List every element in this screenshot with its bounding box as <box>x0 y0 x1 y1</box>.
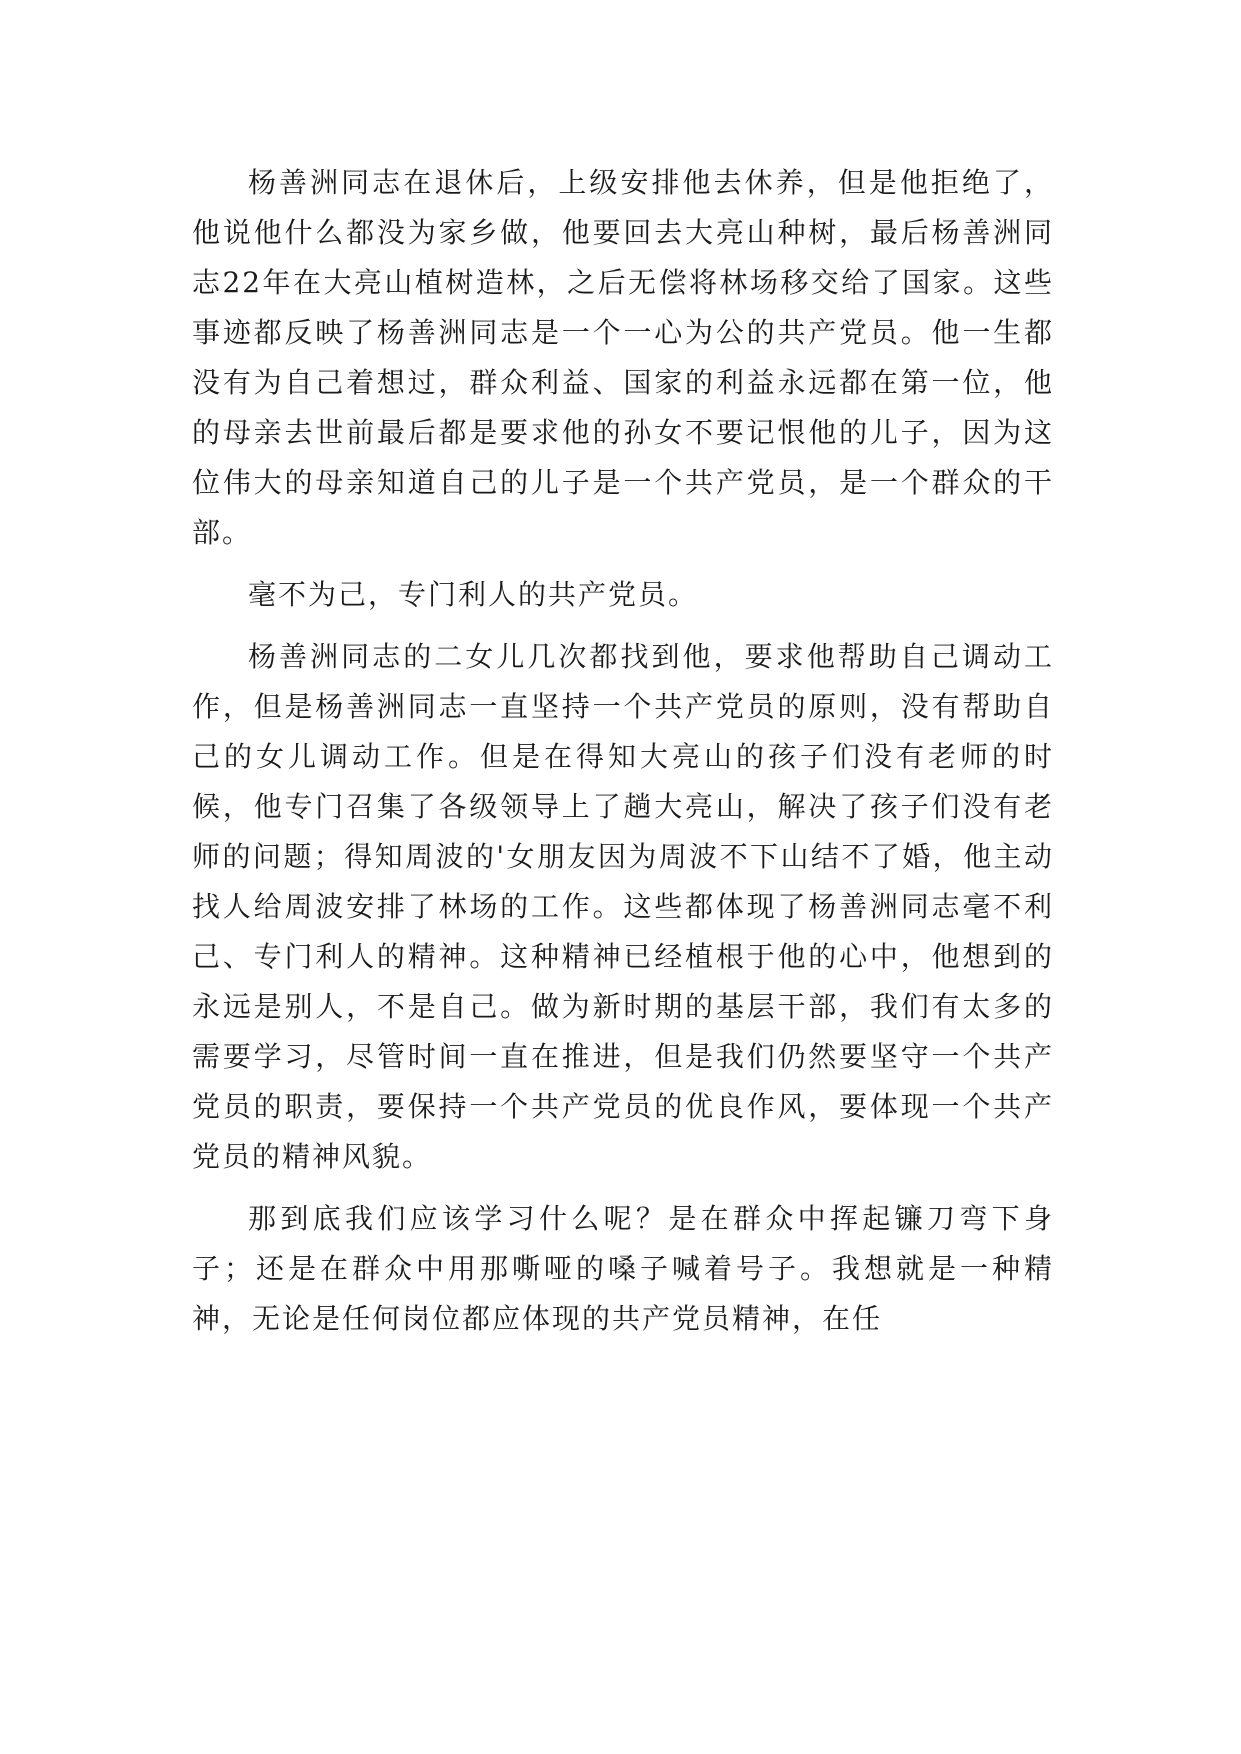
paragraph-2: 毫不为己，专门利人的共产党员。 <box>248 578 699 611</box>
paragraph-4: 那到底我们应该学习什么呢？是在群众中挥起镰刀弯下身子；还是在群众中用那嘶哑的嗓子喊着号子。我想就是一种精神，无论是任何岗位都应体现的共产党员精神，在任 <box>192 1202 1054 1335</box>
paragraph-1: 杨善洲同志在退休后，上级安排他去休养，但是他拒绝了，他说他什么都没为家乡做，他要回去大亮山种树，最后杨善洲同志22年在大亮山植树造林，之后无偿将林场移交给了国家。这些事迹都反映了杨善洲同志是一个一心为公的共产党员。他一生都没有为自己着想过，群众利益、国家的利益永远都在第一位，他的母亲去世前最后都是要求他的孙女不要记恨他的儿子，因为这位伟大的母亲知道自己的儿子是一个共产党员，是一个群众的干部。 <box>192 166 1054 549</box>
paragraph-3: 杨善洲同志的二女儿几次都找到他，要求他帮助自己调动工作，但是杨善洲同志一直坚持一个共产党员的原则，没有帮助自己的女儿调动工作。但是在得知大亮山的孩子们没有老师的时候，他专门召集了各级领导上了趟大亮山，解决了孩子们没有老师的问题；得知周波的'女朋友因为周波不下山结不了婚，他主动找人给周波安排了林场的工作。这些都体现了杨善洲同志毫不利己、专门利人的精神。这种精神已经植根于他的心中，他想到的永远是别人，不是自己。做为新时期的基层干部，我们有太多的需要学习，尽管时间一直在推进，但是我们仍然要坚守一个共产党员的职责，要保持一个共产党员的优良作风，要体现一个共产党员的精神风貌。 <box>192 640 1054 1173</box>
document-body <box>192 158 1054 1344</box>
